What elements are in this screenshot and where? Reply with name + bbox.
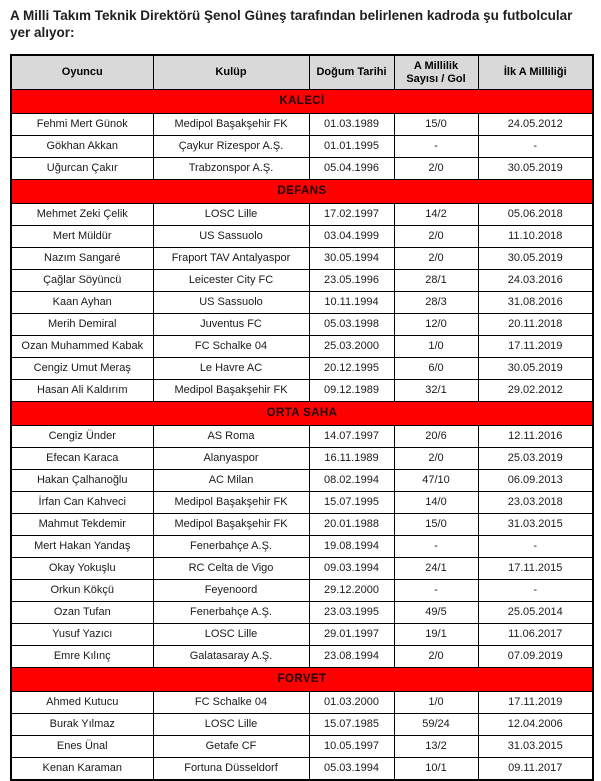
player-club: Medipol Başakşehir FK (153, 380, 309, 402)
player-birth: 25.03.2000 (309, 336, 394, 358)
player-club: Trabzonspor A.Ş. (153, 158, 309, 180)
player-debut: 09.11.2017 (478, 758, 593, 781)
player-caps: - (394, 136, 478, 158)
player-club: Leicester City FC (153, 270, 309, 292)
section-header-row (11, 180, 593, 204)
player-debut: - (478, 580, 593, 602)
player-birth: 17.02.1997 (309, 204, 394, 226)
player-name: Mert Hakan Yandaş (11, 536, 153, 558)
player-caps: 13/2 (394, 736, 478, 758)
player-caps: 49/5 (394, 602, 478, 624)
column-header-row (11, 55, 593, 90)
player-name: Cengiz Umut Meraş (11, 358, 153, 380)
player-debut: 31.08.2016 (478, 292, 593, 314)
player-club: US Sassuolo (153, 226, 309, 248)
player-row (11, 692, 593, 714)
player-debut: 31.03.2015 (478, 514, 593, 536)
player-caps: 28/1 (394, 270, 478, 292)
player-row (11, 204, 593, 226)
player-club: AS Roma (153, 426, 309, 448)
player-club: Juventus FC (153, 314, 309, 336)
player-row (11, 448, 593, 470)
player-debut: 20.11.2018 (478, 314, 593, 336)
player-club: AC Milan (153, 470, 309, 492)
player-name: Burak Yılmaz (11, 714, 153, 736)
player-birth: 23.03.1995 (309, 602, 394, 624)
player-caps: 1/0 (394, 692, 478, 714)
player-birth: 23.05.1996 (309, 270, 394, 292)
player-birth: 30.05.1994 (309, 248, 394, 270)
player-club: Fenerbahçe A.Ş. (153, 536, 309, 558)
player-debut: 30.05.2019 (478, 358, 593, 380)
player-name: Gökhan Akkan (11, 136, 153, 158)
column-header-1: Kulüp (153, 55, 309, 90)
player-row (11, 248, 593, 270)
player-caps: 24/1 (394, 558, 478, 580)
player-name: Orkun Kökçü (11, 580, 153, 602)
player-birth: 10.11.1994 (309, 292, 394, 314)
player-caps: 59/24 (394, 714, 478, 736)
section-header-row (11, 90, 593, 114)
player-row (11, 358, 593, 380)
player-caps: 32/1 (394, 380, 478, 402)
player-row (11, 270, 593, 292)
player-name: Ozan Tufan (11, 602, 153, 624)
player-debut: 30.05.2019 (478, 158, 593, 180)
player-row (11, 536, 593, 558)
player-row (11, 514, 593, 536)
player-debut: 24.05.2012 (478, 114, 593, 136)
player-birth: 05.04.1996 (309, 158, 394, 180)
player-caps: 2/0 (394, 646, 478, 668)
player-name: Okay Yokuşlu (11, 558, 153, 580)
player-caps: 14/2 (394, 204, 478, 226)
player-row (11, 714, 593, 736)
player-debut: 17.11.2019 (478, 692, 593, 714)
player-caps: 1/0 (394, 336, 478, 358)
player-birth: 16.11.1989 (309, 448, 394, 470)
player-caps: 15/0 (394, 514, 478, 536)
player-caps: 19/1 (394, 624, 478, 646)
section-title: DEFANS (11, 180, 593, 204)
player-caps: 47/10 (394, 470, 478, 492)
player-row (11, 758, 593, 781)
player-debut: 12.11.2016 (478, 426, 593, 448)
player-birth: 09.12.1989 (309, 380, 394, 402)
player-birth: 20.01.1988 (309, 514, 394, 536)
player-debut: - (478, 136, 593, 158)
player-birth: 15.07.1985 (309, 714, 394, 736)
player-club: Galatasaray A.Ş. (153, 646, 309, 668)
player-row (11, 158, 593, 180)
player-name: Fehmi Mert Günok (11, 114, 153, 136)
player-debut: 17.11.2015 (478, 558, 593, 580)
player-club: Feyenoord (153, 580, 309, 602)
player-debut: 29.02.2012 (478, 380, 593, 402)
player-row (11, 736, 593, 758)
player-club: LOSC Lille (153, 714, 309, 736)
player-row (11, 292, 593, 314)
player-club: Çaykur Rizespor A.Ş. (153, 136, 309, 158)
player-row (11, 336, 593, 358)
article-title: A Milli Takım Teknik Direktörü Şenol Güneş tarafından belirlenen kadroda şu futbolcular yer alıyor: (10, 8, 573, 40)
player-row (11, 114, 593, 136)
player-name: Yusuf Yazıcı (11, 624, 153, 646)
player-caps: 2/0 (394, 158, 478, 180)
player-caps: 28/3 (394, 292, 478, 314)
player-debut: 23.03.2018 (478, 492, 593, 514)
player-row (11, 624, 593, 646)
player-debut: - (478, 536, 593, 558)
player-caps: 12/0 (394, 314, 478, 336)
player-debut: 24.03.2016 (478, 270, 593, 292)
player-birth: 29.12.2000 (309, 580, 394, 602)
player-name: İrfan Can Kahveci (11, 492, 153, 514)
player-name: Hasan Ali Kaldırım (11, 380, 153, 402)
player-caps: 14/0 (394, 492, 478, 514)
player-name: Mahmut Tekdemir (11, 514, 153, 536)
player-name: Emre Kılınç (11, 646, 153, 668)
player-birth: 14.07.1997 (309, 426, 394, 448)
section-header-row (11, 668, 593, 692)
player-club: Fraport TAV Antalyaspor (153, 248, 309, 270)
player-birth: 05.03.1994 (309, 758, 394, 781)
player-row (11, 470, 593, 492)
player-name: Efecan Karaca (11, 448, 153, 470)
column-header-0: Oyuncu (11, 55, 153, 90)
player-club: Fortuna Düsseldorf (153, 758, 309, 781)
player-caps: 10/1 (394, 758, 478, 781)
player-club: Medipol Başakşehir FK (153, 114, 309, 136)
column-header-4: İlk A Milliliği (478, 55, 593, 90)
column-header-2: Doğum Tarihi (309, 55, 394, 90)
player-name: Cengiz Ünder (11, 426, 153, 448)
player-name: Kaan Ayhan (11, 292, 153, 314)
player-debut: 05.06.2018 (478, 204, 593, 226)
player-birth: 03.04.1999 (309, 226, 394, 248)
player-name: Merih Demiral (11, 314, 153, 336)
player-name: Ozan Muhammed Kabak (11, 336, 153, 358)
section-header-row (11, 402, 593, 426)
player-debut: 11.10.2018 (478, 226, 593, 248)
player-caps: 20/6 (394, 426, 478, 448)
player-name: Uğurcan Çakır (11, 158, 153, 180)
player-birth: 01.01.1995 (309, 136, 394, 158)
player-club: Medipol Başakşehir FK (153, 492, 309, 514)
player-name: Mehmet Zeki Çelik (11, 204, 153, 226)
player-club: Getafe CF (153, 736, 309, 758)
player-birth: 10.05.1997 (309, 736, 394, 758)
player-debut: 07.09.2019 (478, 646, 593, 668)
player-club: FC Schalke 04 (153, 336, 309, 358)
player-debut: 06.09.2013 (478, 470, 593, 492)
player-club: Medipol Başakşehir FK (153, 514, 309, 536)
player-row (11, 558, 593, 580)
player-debut: 17.11.2019 (478, 336, 593, 358)
squad-table-body (11, 90, 593, 781)
section-title: FORVET (11, 668, 593, 692)
player-name: Çağlar Söyüncü (11, 270, 153, 292)
player-caps: 15/0 (394, 114, 478, 136)
player-birth: 05.03.1998 (309, 314, 394, 336)
player-name: Ahmed Kutucu (11, 692, 153, 714)
player-caps: - (394, 536, 478, 558)
player-row (11, 602, 593, 624)
player-birth: 08.02.1994 (309, 470, 394, 492)
player-birth: 23.08.1994 (309, 646, 394, 668)
column-header-3: A Millilik Sayısı / Gol (394, 55, 478, 90)
player-club: FC Schalke 04 (153, 692, 309, 714)
player-debut: 31.03.2015 (478, 736, 593, 758)
player-birth: 20.12.1995 (309, 358, 394, 380)
player-name: Mert Müldür (11, 226, 153, 248)
squad-table (10, 54, 594, 781)
player-birth: 15.07.1995 (309, 492, 394, 514)
player-caps: 2/0 (394, 226, 478, 248)
player-row (11, 136, 593, 158)
player-name: Enes Ünal (11, 736, 153, 758)
player-row (11, 426, 593, 448)
player-name: Nazım Sangaré (11, 248, 153, 270)
player-debut: 11.06.2017 (478, 624, 593, 646)
player-name: Kenan Karaman (11, 758, 153, 781)
player-row (11, 646, 593, 668)
player-birth: 29.01.1997 (309, 624, 394, 646)
player-caps: 6/0 (394, 358, 478, 380)
player-caps: - (394, 580, 478, 602)
player-row (11, 580, 593, 602)
player-row (11, 380, 593, 402)
player-row (11, 314, 593, 336)
player-club: LOSC Lille (153, 624, 309, 646)
player-club: Alanyaspor (153, 448, 309, 470)
player-caps: 2/0 (394, 448, 478, 470)
player-club: Fenerbahçe A.Ş. (153, 602, 309, 624)
player-debut: 30.05.2019 (478, 248, 593, 270)
player-caps: 2/0 (394, 248, 478, 270)
player-debut: 25.03.2019 (478, 448, 593, 470)
player-row (11, 226, 593, 248)
player-row (11, 492, 593, 514)
player-birth: 01.03.1989 (309, 114, 394, 136)
squad-table-head (11, 55, 593, 90)
player-club: Le Havre AC (153, 358, 309, 380)
player-birth: 19.08.1994 (309, 536, 394, 558)
player-birth: 09.03.1994 (309, 558, 394, 580)
player-club: RC Celta de Vigo (153, 558, 309, 580)
section-title: ORTA SAHA (11, 402, 593, 426)
player-debut: 12.04.2006 (478, 714, 593, 736)
player-debut: 25.05.2014 (478, 602, 593, 624)
section-title: KALECİ (11, 90, 593, 114)
player-club: LOSC Lille (153, 204, 309, 226)
player-name: Hakan Çalhanoğlu (11, 470, 153, 492)
player-birth: 01.03.2000 (309, 692, 394, 714)
player-club: US Sassuolo (153, 292, 309, 314)
